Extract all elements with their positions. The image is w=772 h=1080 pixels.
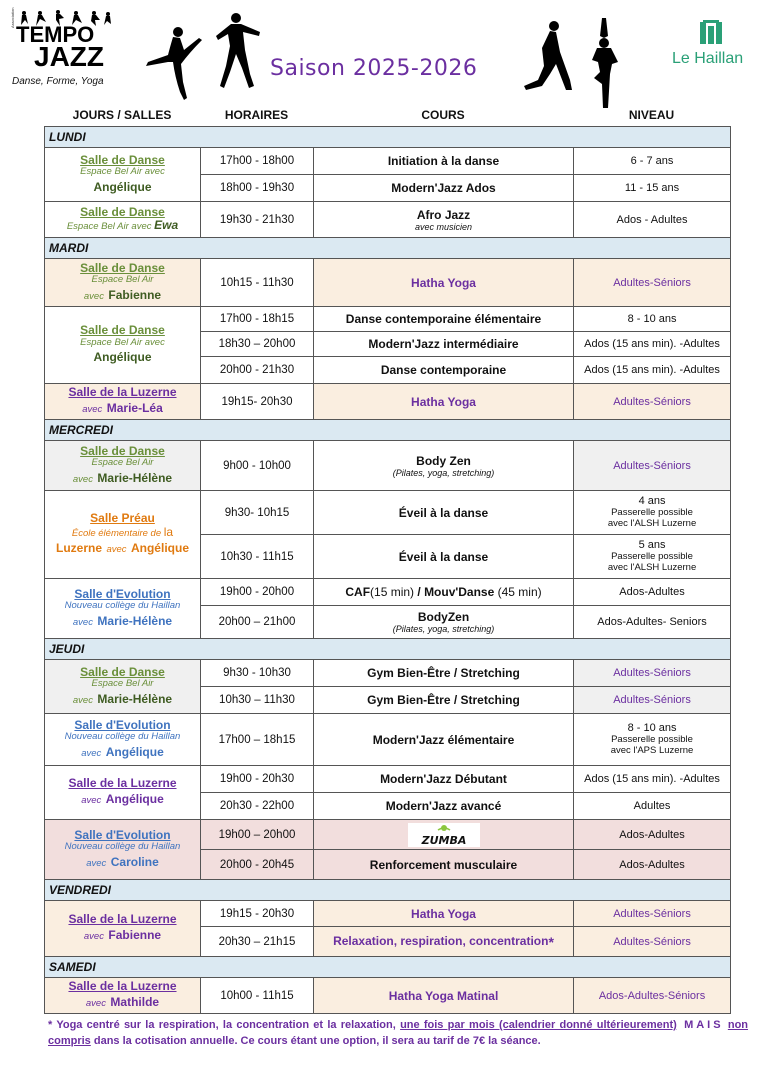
day-row (45, 127, 731, 148)
course-cell: Modern'Jazz élémentaire (314, 714, 574, 766)
zumba-logo-icon (408, 823, 480, 847)
level-cell: Adultes-Séniors (574, 660, 731, 687)
tempo-jazz-logo (12, 8, 112, 88)
course-caf-duration: (15 min) (370, 585, 415, 599)
level-cell: 8 - 10 ans (574, 307, 731, 332)
day-mercredi: MERCREDI (45, 420, 731, 441)
level-cell: 6 - 7 ans (574, 148, 731, 175)
course-caf: CAF (345, 585, 371, 599)
level-cell: Ados (15 ans min). -Adultes (574, 357, 731, 384)
salle-name: Salle de Danse (80, 664, 165, 679)
level-age: 8 - 10 ans (627, 722, 677, 735)
footnote-part4: non compris (48, 1019, 749, 1047)
time-cell: 19h15 - 20h30 (201, 901, 314, 927)
time-cell: 20h00 – 21h00 (201, 606, 314, 639)
salle-cell (45, 579, 201, 639)
footnote-part2: une fois par mois (calendrier donné ultérieurement) (400, 1019, 677, 1031)
salle-name: Salle d'Evolution (74, 717, 171, 732)
teacher-name: Angélique (93, 350, 152, 365)
salle-name: Salle de la Luzerne (68, 385, 177, 400)
salle-name: Salle de Danse (80, 152, 165, 167)
teacher-name: Fabienne (108, 287, 162, 302)
day-lundi: LUNDI (45, 127, 731, 148)
level-cell: Adultes-Séniors (574, 384, 731, 420)
salle-location: Espace Bel Air avec (80, 166, 165, 178)
logo-tempo: TEMPO (16, 22, 95, 47)
course-mouvdanse: / Mouv'Danse (414, 585, 498, 599)
course-note: (Pilates, yoga, stretching) (392, 624, 495, 634)
table-row (45, 820, 731, 850)
col-level: NIVEAU (628, 108, 675, 122)
day-row (45, 420, 731, 441)
time-cell: 20h30 - 22h00 (201, 793, 314, 820)
salle-location: Nouveau collège du Haillan (64, 841, 181, 853)
table-row (45, 259, 731, 307)
salle-location: École élémentaire de (71, 527, 162, 539)
table-row (45, 714, 731, 766)
course-cell: Éveil à la danse (314, 535, 574, 579)
time-cell: 9h30 - 10h30 (201, 660, 314, 687)
course-cell: Renforcement musculaire (314, 850, 574, 880)
day-row (45, 238, 731, 259)
col-hours: HORAIRES (224, 108, 289, 122)
teacher-name: Marie-Hélène (97, 691, 173, 706)
salle-name: Salle de la Luzerne (68, 979, 177, 994)
course-cell: Hatha Yoga (314, 259, 574, 307)
salle-location-line (48, 526, 197, 539)
salle-location: Nouveau collège du Haillan (64, 731, 181, 743)
course-note: avec musicien (414, 221, 473, 232)
course-cell: Danse contemporaine élémentaire (314, 307, 574, 332)
salle-cell (45, 491, 201, 579)
teacher-name: Marie-Hélène (97, 613, 173, 628)
time-cell: 20h30 – 21h15 (201, 927, 314, 957)
salle-cell (45, 148, 201, 202)
course-cell: Modern'Jazz avancé (314, 793, 574, 820)
level-note-2: avec l'ALSH Luzerne (607, 561, 697, 573)
yoga-tree-pose-icon (584, 18, 624, 110)
salle-name: Salle de Danse (80, 323, 165, 338)
course-note: (Pilates, yoga, stretching) (392, 467, 495, 478)
course-cell (314, 202, 574, 238)
teacher-name: Mathilde (110, 995, 160, 1010)
level-cell: Ados (15 ans min). -Adultes (574, 766, 731, 793)
col-days: JOURS / SALLES (72, 108, 172, 122)
salle-cell (45, 660, 201, 714)
time-cell: 17h00 – 18h15 (201, 714, 314, 766)
teacher-name: Marie-Hélène (97, 470, 173, 485)
salle-avec: avec (72, 473, 93, 485)
footnote-part5: dans la cotisation annuelle. Ce cours étant une option, il sera au tarif de 7€ la séance. (90, 1035, 541, 1047)
time-cell: 19h15- 20h30 (201, 384, 314, 420)
salle-cell (45, 978, 201, 1014)
salle-location: Espace Bel Air (91, 274, 154, 286)
level-note-2: avec l'ALSH Luzerne (607, 517, 697, 529)
salle-location: Espace Bel Air avec (66, 221, 152, 233)
course-cell: Éveil à la danse (314, 491, 574, 535)
table-row (45, 660, 731, 687)
day-jeudi: JEUDI (45, 639, 731, 660)
salle-cell (45, 901, 201, 957)
time-cell: 20h00 - 21h30 (201, 357, 314, 384)
logo-association: Association (10, 7, 15, 28)
salle-avec: avec (106, 544, 127, 556)
salle-avec: avec (81, 747, 102, 759)
time-cell: 9h00 - 10h00 (201, 441, 314, 491)
table-row (45, 148, 731, 175)
season-title: Saison 2025-2026 (270, 56, 478, 81)
salle-cell (45, 202, 201, 238)
teacher-name: Angélique (105, 744, 164, 759)
course-cell (314, 579, 574, 606)
salle-cell (45, 384, 201, 420)
time-cell: 20h00 - 20h45 (201, 850, 314, 880)
teacher-name: Marie-Léa (106, 401, 163, 416)
time-cell: 10h30 – 11h30 (201, 687, 314, 714)
salle-cell (45, 714, 201, 766)
course-cell: Hatha Yoga Matinal (314, 978, 574, 1014)
footnote-part3: MAIS (676, 1019, 724, 1031)
time-cell: 18h00 - 19h30 (201, 175, 314, 202)
salle-name: Salle Préau (90, 511, 155, 526)
time-cell: 10h30 - 11h15 (201, 535, 314, 579)
course-cell: Gym Bien-Être / Stretching (314, 687, 574, 714)
time-cell: 19h00 - 20h00 (201, 579, 314, 606)
table-row (45, 766, 731, 793)
column-headers (44, 108, 730, 126)
level-cell: Ados-Adultes (574, 820, 731, 850)
time-cell: 19h00 – 20h00 (201, 820, 314, 850)
course-cell: Modern'Jazz intermédiaire (314, 332, 574, 357)
salle-avec: avec (82, 404, 103, 416)
course-asterisk: * (548, 933, 554, 950)
logo-tagline: Danse, Forme, Yoga (12, 76, 104, 87)
level-cell (574, 714, 731, 766)
dancer-leap-icon (140, 22, 205, 102)
footnote (48, 1017, 748, 1049)
day-vendredi: VENDREDI (45, 880, 731, 901)
salle-location-luzerne: Luzerne (55, 541, 102, 556)
level-cell: Ados-Adultes (574, 579, 731, 606)
time-cell: 19h00 - 20h30 (201, 766, 314, 793)
level-age: 5 ans (638, 539, 666, 552)
day-samedi: SAMEDI (45, 957, 731, 978)
city-name: Le Haillan (672, 50, 744, 67)
course-cell: Danse contemporaine (314, 357, 574, 384)
time-cell: 17h00 - 18h00 (201, 148, 314, 175)
time-cell: 18h30 – 20h00 (201, 332, 314, 357)
level-cell: Adultes (574, 793, 731, 820)
salle-avec: avec (83, 931, 104, 943)
course-cell (314, 441, 574, 491)
day-row (45, 639, 731, 660)
yoga-pose-icon (522, 18, 574, 92)
salle-name: Salle de la Luzerne (68, 776, 177, 791)
course-name: Relaxation, respiration, concentration (333, 933, 549, 948)
salle-cell (45, 307, 201, 384)
table-row (45, 307, 731, 332)
course-cell (314, 927, 574, 957)
salle-location: Nouveau collège du Haillan (64, 600, 181, 612)
level-cell: Ados-Adultes- Seniors (574, 606, 731, 639)
level-cell (574, 535, 731, 579)
level-cell: Adultes-Séniors (574, 901, 731, 927)
level-cell: Ados (15 ans min). -Adultes (574, 332, 731, 357)
course-name: BodyZen (417, 610, 470, 624)
zumba-logo-text: ZUMBA (421, 833, 466, 847)
table-row (45, 491, 731, 535)
time-cell: 10h15 - 11h30 (201, 259, 314, 307)
level-cell: Ados - Adultes (574, 202, 731, 238)
salle-name: Salle de Danse (80, 443, 165, 458)
salle-location: Espace Bel Air avec (80, 336, 165, 348)
level-age: 4 ans (638, 495, 666, 508)
logo-jazz: JAZZ (34, 41, 104, 72)
teacher-name: Angélique (105, 792, 164, 807)
salle-cell (45, 259, 201, 307)
salle-avec: avec (86, 857, 107, 869)
level-cell: Adultes-Séniors (574, 687, 731, 714)
footnote-part1: * Yoga centré sur la respiration, la concentration et la relaxation, (48, 1019, 401, 1031)
salle-avec: avec (83, 290, 104, 302)
course-cell: Initiation à la danse (314, 148, 574, 175)
level-note: Passerelle possible (611, 550, 693, 562)
day-mardi: MARDI (45, 238, 731, 259)
le-haillan-emblem-icon (700, 20, 722, 46)
salle-avec: avec (72, 616, 93, 628)
teacher-name: Ewa (154, 218, 179, 233)
course-cell (314, 606, 574, 639)
table-row (45, 579, 731, 606)
time-cell: 9h30- 10h15 (201, 491, 314, 535)
table-row (45, 978, 731, 1014)
salle-name: Salle de la Luzerne (68, 912, 177, 927)
level-note: Passerelle possible (611, 506, 693, 518)
salle-location-suffix: la (163, 524, 174, 539)
level-cell (574, 491, 731, 535)
salle-location-line (48, 219, 197, 232)
course-cell: Hatha Yoga (314, 384, 574, 420)
course-name: Afro Jazz (416, 207, 471, 222)
salle-cell (45, 441, 201, 491)
level-note: Passerelle possible (611, 733, 693, 745)
schedule-table (44, 126, 731, 1014)
teacher-name: Angélique (93, 179, 152, 194)
table-row (45, 901, 731, 927)
level-cell: Ados-Adultes-Séniors (574, 978, 731, 1014)
salle-name: Salle d'Evolution (74, 586, 171, 601)
course-cell: Modern'Jazz Débutant (314, 766, 574, 793)
salle-name: Salle d'Evolution (74, 827, 171, 842)
salle-cell (45, 820, 201, 880)
dancer-pose-icon (214, 10, 264, 90)
level-cell: Ados-Adultes (574, 850, 731, 880)
course-mouvdanse-duration: (45 min) (497, 585, 542, 599)
level-cell: Adultes-Séniors (574, 441, 731, 491)
table-row (45, 202, 731, 238)
teacher-name: Fabienne (108, 928, 162, 943)
level-cell: 11 - 15 ans (574, 175, 731, 202)
salle-avec: avec (72, 694, 93, 706)
table-row (45, 384, 731, 420)
salle-cell (45, 766, 201, 820)
salle-name: Salle de Danse (80, 260, 165, 275)
salle-avec: avec (81, 795, 102, 807)
col-courses: COURS (421, 108, 465, 122)
level-cell: Adultes-Séniors (574, 927, 731, 957)
time-cell: 10h00 - 11h15 (201, 978, 314, 1014)
course-cell (314, 820, 574, 850)
table-row (45, 441, 731, 491)
course-cell: Hatha Yoga (314, 901, 574, 927)
header (0, 0, 772, 104)
time-cell: 17h00 - 18h15 (201, 307, 314, 332)
salle-location: Espace Bel Air (91, 457, 154, 469)
course-cell: Modern'Jazz Ados (314, 175, 574, 202)
le-haillan-logo (672, 20, 752, 70)
day-row (45, 880, 731, 901)
course-name: Body Zen (416, 453, 471, 468)
salle-location: Espace Bel Air (91, 678, 154, 690)
course-cell: Gym Bien-Être / Stretching (314, 660, 574, 687)
salle-name: Salle de Danse (80, 205, 165, 220)
time-cell: 19h30 - 21h30 (201, 202, 314, 238)
level-cell: Adultes-Séniors (574, 259, 731, 307)
level-note-2: avec l'APS Luzerne (610, 744, 694, 756)
day-row (45, 957, 731, 978)
teacher-name: Angélique (130, 541, 189, 556)
teacher-name: Caroline (110, 854, 159, 869)
salle-avec: avec (85, 998, 106, 1010)
